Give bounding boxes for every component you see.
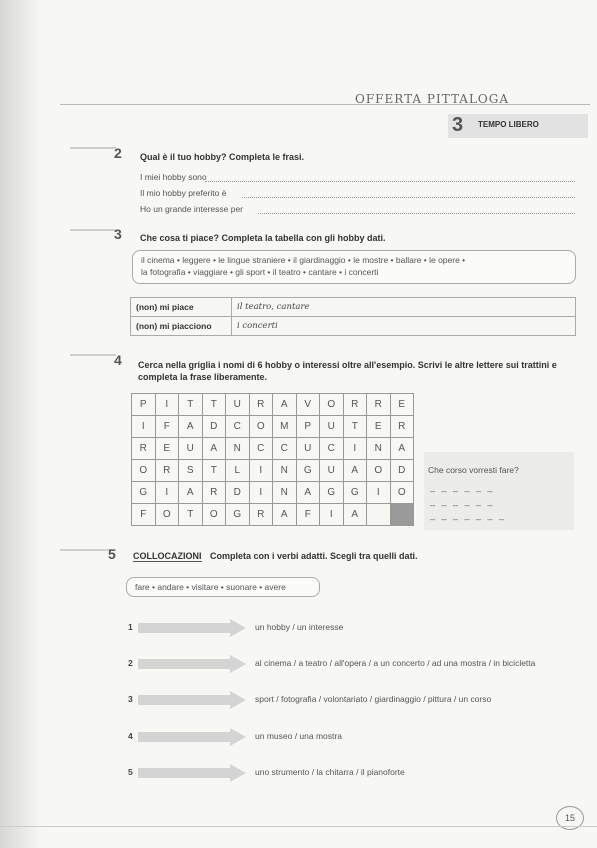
grid-cell[interactable]: R xyxy=(202,482,226,504)
grid-cell[interactable]: C xyxy=(226,416,250,438)
row-answer[interactable]: i concerti xyxy=(232,317,576,336)
arrow-blank[interactable] xyxy=(138,655,248,673)
grid-cell[interactable]: A xyxy=(296,482,320,504)
grid-cell[interactable]: I xyxy=(249,482,273,504)
question-text: Che corso vorresti fare? xyxy=(428,465,519,475)
grid-cell[interactable]: N xyxy=(273,482,297,504)
grid-row xyxy=(132,504,414,526)
grid-cell[interactable]: D xyxy=(226,482,250,504)
grid-cell[interactable]: C xyxy=(320,438,344,460)
grid-cell[interactable]: V xyxy=(296,394,320,416)
grid-cell[interactable]: R xyxy=(343,394,367,416)
grid-row xyxy=(132,394,414,416)
grid-cell[interactable]: S xyxy=(179,460,203,482)
grid-cell[interactable]: A xyxy=(273,394,297,416)
exercise-bar xyxy=(70,229,116,231)
grid-cell[interactable]: R xyxy=(367,394,391,416)
grid-cell[interactable]: N xyxy=(367,438,391,460)
grid-cell[interactable] xyxy=(367,504,391,526)
grid-cell[interactable]: D xyxy=(390,460,414,482)
unit-title: TEMPO LIBERO xyxy=(478,120,539,129)
handwritten-note: OFFERTA PITTALOGA xyxy=(355,92,510,106)
grid-cell[interactable]: R xyxy=(249,394,273,416)
grid-cell[interactable]: A xyxy=(343,460,367,482)
grid-cell[interactable]: C xyxy=(249,438,273,460)
item-text: un museo / una mostra xyxy=(255,731,342,741)
answer-dashes[interactable]: _ _ _ _ _ _ xyxy=(430,482,495,492)
grid-cell[interactable]: G xyxy=(343,482,367,504)
grid-cell[interactable]: T xyxy=(202,394,226,416)
item-number: 4 xyxy=(128,731,133,741)
grid-cell[interactable]: A xyxy=(390,438,414,460)
grid-cell[interactable]: G xyxy=(320,482,344,504)
grid-cell[interactable]: O xyxy=(132,460,156,482)
grid-cell[interactable]: E xyxy=(367,416,391,438)
grid-cell[interactable]: O xyxy=(249,416,273,438)
grid-cell[interactable]: I xyxy=(249,460,273,482)
exercise-2-line-3: Ho un grande interesse per xyxy=(140,204,244,214)
grid-cell[interactable]: P xyxy=(132,394,156,416)
grid-cell[interactable]: U xyxy=(226,394,250,416)
arrow-blank[interactable] xyxy=(138,619,248,637)
grid-cell[interactable]: R xyxy=(249,504,273,526)
exercise-2-instruction: Qual è il tuo hobby? Completa le frasi. xyxy=(140,152,305,162)
preferences-table xyxy=(130,297,576,336)
grid-row xyxy=(132,416,414,438)
grid-cell[interactable]: P xyxy=(296,416,320,438)
exercise-3-instruction: Che cosa ti piace? Completa la tabella con gli hobby dati. xyxy=(140,233,386,243)
word-bank xyxy=(132,250,576,284)
grid-cell[interactable]: O xyxy=(367,460,391,482)
grid-cell[interactable]: O xyxy=(155,504,179,526)
grid-cell[interactable]: F xyxy=(155,416,179,438)
grid-cell[interactable]: D xyxy=(202,416,226,438)
table-row xyxy=(131,298,576,317)
grid-cell[interactable]: L xyxy=(226,460,250,482)
grid-cell[interactable] xyxy=(390,504,414,526)
grid-cell[interactable]: R xyxy=(390,416,414,438)
exercise-2-line-2: Il mio hobby preferito è xyxy=(140,188,227,198)
row-label: (non) mi piacciono xyxy=(131,317,232,336)
exercise-2-line-1: I miei hobby sono xyxy=(140,172,207,182)
item-text: uno strumento / la chitarra / il pianoforte xyxy=(255,767,405,777)
grid-cell[interactable]: I xyxy=(132,416,156,438)
exercise-4-number: 4 xyxy=(114,352,122,368)
grid-row xyxy=(132,438,414,460)
grid-cell[interactable]: T xyxy=(202,460,226,482)
grid-cell[interactable]: F xyxy=(296,504,320,526)
page-edge xyxy=(0,826,597,827)
grid-cell[interactable]: A xyxy=(179,416,203,438)
exercise-3-number: 3 xyxy=(114,226,122,242)
grid-cell[interactable]: I xyxy=(155,394,179,416)
verb-bank: fare • andare • visitare • suonare • avere xyxy=(126,577,320,597)
header-rule xyxy=(60,104,590,105)
exercise-bar xyxy=(70,147,116,149)
row-label: (non) mi piace xyxy=(131,298,232,317)
grid-cell[interactable]: R xyxy=(132,438,156,460)
grid-cell[interactable]: F xyxy=(132,504,156,526)
grid-cell[interactable]: G xyxy=(226,504,250,526)
grid-cell[interactable]: O xyxy=(320,394,344,416)
item-number: 2 xyxy=(128,658,133,668)
word-bank-line-2: la fotografia • viaggiare • gli sport • il teatro • cantare • i concerti xyxy=(141,267,379,277)
word-search-grid xyxy=(131,393,414,526)
exercise-5-number: 5 xyxy=(108,546,116,562)
exercise-4-instruction-1: Cerca nella griglia i nomi di 6 hobby o interessi oltre all'esempio. Scrivi le altre lettere sui trattini e xyxy=(138,360,557,370)
answer-line[interactable] xyxy=(242,197,575,198)
grid-cell[interactable]: T xyxy=(179,504,203,526)
grid-cell[interactable]: T xyxy=(343,416,367,438)
grid-cell[interactable]: U xyxy=(320,460,344,482)
scan-shadow xyxy=(0,0,42,848)
grid-cell[interactable]: M xyxy=(273,416,297,438)
grid-cell[interactable]: A xyxy=(343,504,367,526)
answer-dashes[interactable]: _ _ _ _ _ _ xyxy=(430,496,495,506)
grid-cell[interactable]: G xyxy=(132,482,156,504)
answer-dashes[interactable]: _ _ _ _ _ _ _ xyxy=(430,510,507,520)
item-text: un hobby / un interesse xyxy=(255,622,344,632)
arrow-blank[interactable] xyxy=(138,691,248,709)
answer-line[interactable] xyxy=(205,181,575,182)
item-number: 1 xyxy=(128,622,133,632)
row-answer[interactable]: il teatro, cantare xyxy=(232,298,576,317)
grid-cell[interactable]: U xyxy=(320,416,344,438)
grid-cell[interactable]: O xyxy=(390,482,414,504)
exercise-4-instruction-2: completa la frase liberamente. xyxy=(138,372,268,382)
grid-cell[interactable]: N xyxy=(273,460,297,482)
grid-cell[interactable]: A xyxy=(202,438,226,460)
grid-cell[interactable]: C xyxy=(273,438,297,460)
grid-cell[interactable]: U xyxy=(296,438,320,460)
arrow-blank[interactable] xyxy=(138,764,248,782)
grid-row xyxy=(132,460,414,482)
word-bank-line-1: il cinema • leggere • le lingue straniere • il giardinaggio • le mostre • ballare • le opere • xyxy=(141,255,466,265)
exercise-bar xyxy=(70,354,116,356)
grid-cell[interactable]: A xyxy=(273,504,297,526)
grid-cell[interactable]: A xyxy=(179,482,203,504)
arrow-blank[interactable] xyxy=(138,728,248,746)
exercise-2-number: 2 xyxy=(114,145,122,161)
exercise-5-instruction xyxy=(133,551,418,561)
item-number: 5 xyxy=(128,767,133,777)
grid-cell[interactable]: I xyxy=(343,438,367,460)
table-row xyxy=(131,317,576,336)
grid-cell[interactable]: E xyxy=(390,394,414,416)
grid-cell[interactable]: I xyxy=(320,504,344,526)
unit-number: 3 xyxy=(452,114,464,136)
grid-cell[interactable]: E xyxy=(155,438,179,460)
grid-row xyxy=(132,482,414,504)
grid-cell[interactable]: O xyxy=(202,504,226,526)
grid-cell[interactable]: I xyxy=(155,482,179,504)
item-text: al cinema / a teatro / all'opera / a un concerto / ad una mostra / in bicicletta xyxy=(255,658,536,668)
grid-cell[interactable]: T xyxy=(179,394,203,416)
grid-cell[interactable]: G xyxy=(296,460,320,482)
item-number: 3 xyxy=(128,694,133,704)
page-number: 15 xyxy=(556,806,584,830)
grid-cell[interactable]: I xyxy=(367,482,391,504)
answer-line[interactable] xyxy=(258,213,575,214)
item-text: sport / fotografia / volontariato / giardinaggio / pittura / un corso xyxy=(255,694,492,704)
grid-cell[interactable]: N xyxy=(226,438,250,460)
collocations-tag: COLLOCAZIONI xyxy=(133,551,202,561)
grid-cell[interactable]: R xyxy=(155,460,179,482)
exercise-5-text: Completa con i verbi adatti. Scegli tra quelli dati. xyxy=(210,551,418,561)
grid-cell[interactable]: U xyxy=(179,438,203,460)
